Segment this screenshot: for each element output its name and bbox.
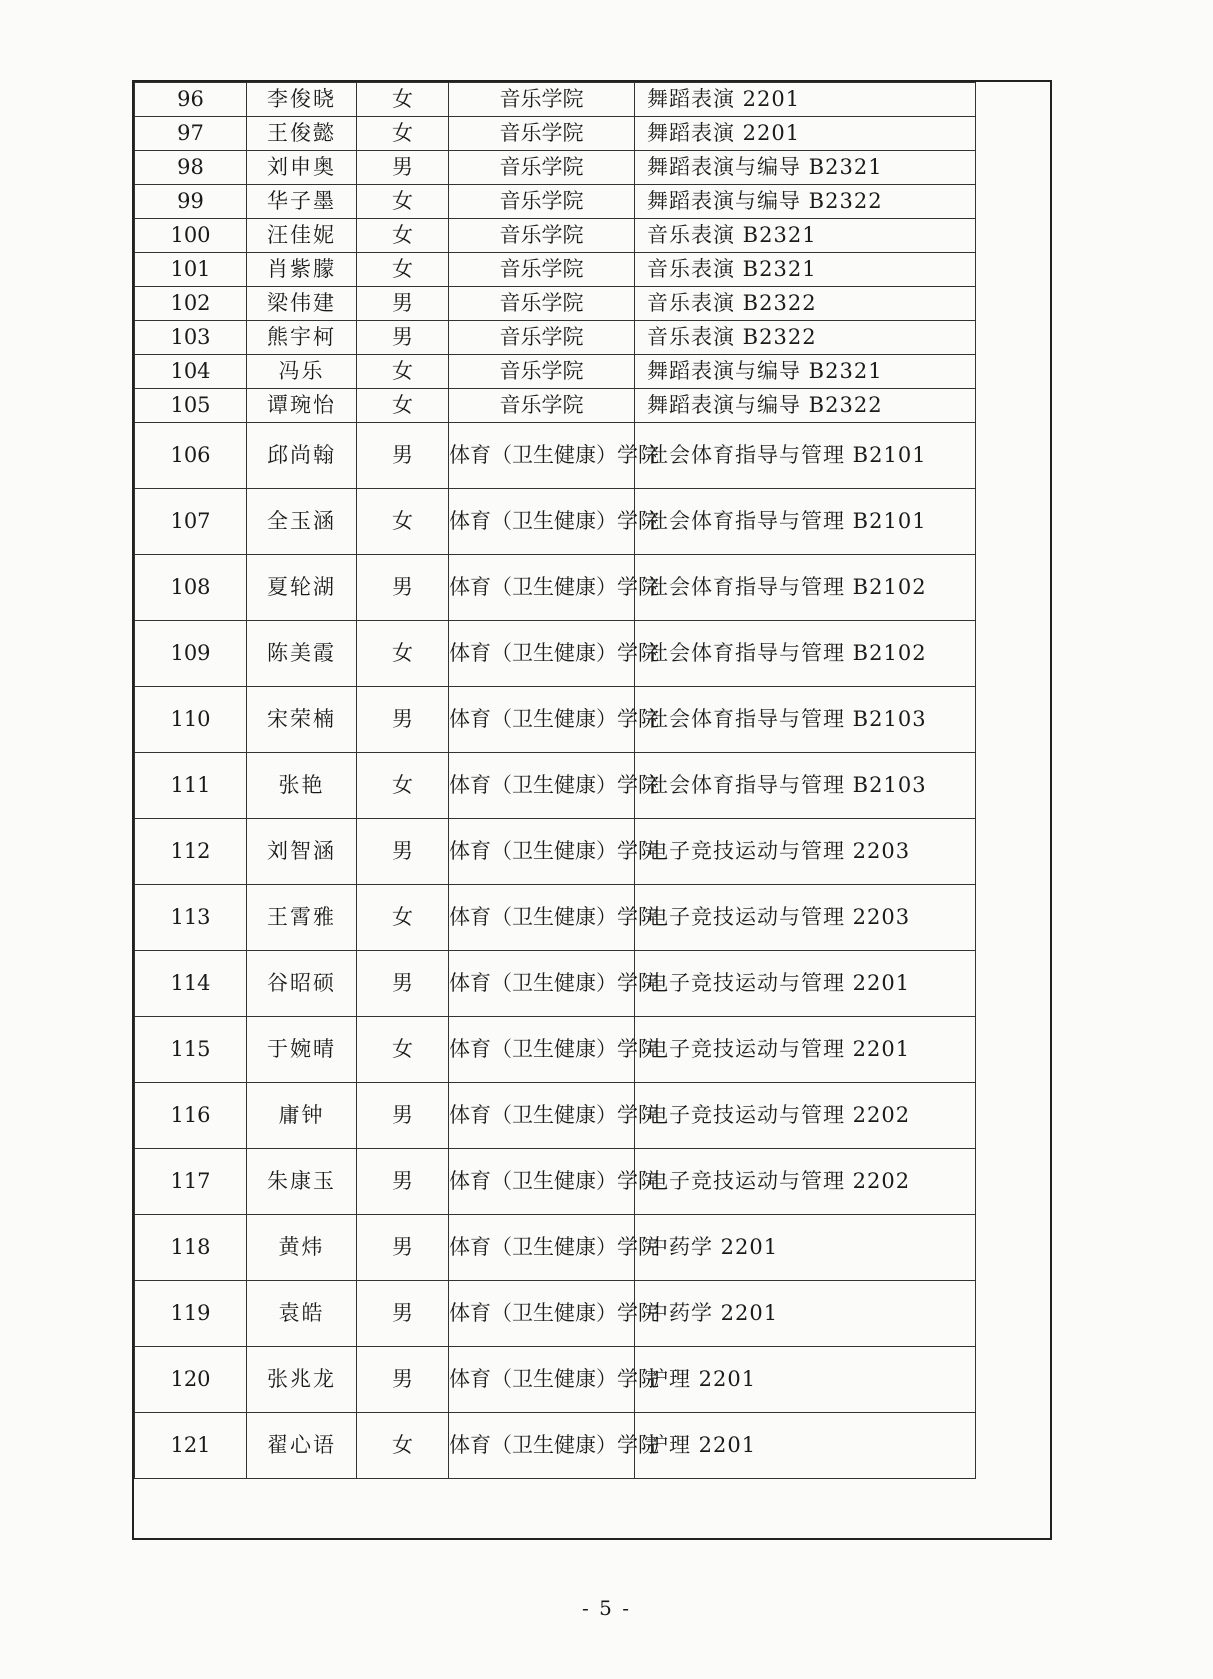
college-cell: 体育（卫生健康）学院 [449, 753, 635, 819]
class-cell: 护理 2201 [635, 1413, 976, 1479]
gender-cell: 男 [357, 687, 449, 753]
gender-cell: 男 [357, 1281, 449, 1347]
class-cell: 社会体育指导与管理 B2101 [635, 489, 976, 555]
table-row [135, 1215, 976, 1281]
table-row [135, 1413, 976, 1479]
row-number-cell: 113 [135, 885, 247, 951]
row-number-cell: 120 [135, 1347, 247, 1413]
roster-table-frame [132, 80, 1052, 1540]
table-row [135, 151, 976, 185]
class-cell: 中药学 2201 [635, 1281, 976, 1347]
gender-cell: 女 [357, 83, 449, 117]
row-number-cell: 103 [135, 321, 247, 355]
table-row [135, 219, 976, 253]
table-row [135, 1083, 976, 1149]
row-number-cell: 118 [135, 1215, 247, 1281]
gender-cell: 女 [357, 885, 449, 951]
table-row [135, 389, 976, 423]
class-cell: 电子竞技运动与管理 2201 [635, 1017, 976, 1083]
gender-cell: 男 [357, 1149, 449, 1215]
table-row [135, 423, 976, 489]
college-cell: 体育（卫生健康）学院 [449, 1017, 635, 1083]
gender-cell: 男 [357, 1215, 449, 1281]
name-cell: 李俊晓 [247, 83, 357, 117]
table-row [135, 185, 976, 219]
table-row [135, 621, 976, 687]
class-cell: 舞蹈表演与编导 B2321 [635, 151, 976, 185]
college-cell: 体育（卫生健康）学院 [449, 1149, 635, 1215]
gender-cell: 男 [357, 555, 449, 621]
gender-cell: 男 [357, 1083, 449, 1149]
gender-cell: 女 [357, 185, 449, 219]
name-cell: 宋荣楠 [247, 687, 357, 753]
row-number-cell: 119 [135, 1281, 247, 1347]
class-cell: 电子竞技运动与管理 2203 [635, 819, 976, 885]
row-number-cell: 110 [135, 687, 247, 753]
roster-table-body [135, 83, 976, 1479]
row-number-cell: 96 [135, 83, 247, 117]
name-cell: 汪佳妮 [247, 219, 357, 253]
table-row [135, 1347, 976, 1413]
college-cell: 音乐学院 [449, 321, 635, 355]
name-cell: 朱康玉 [247, 1149, 357, 1215]
table-row [135, 753, 976, 819]
row-number-cell: 114 [135, 951, 247, 1017]
name-cell: 庸钟 [247, 1083, 357, 1149]
class-cell: 社会体育指导与管理 B2102 [635, 555, 976, 621]
class-cell: 音乐表演 B2322 [635, 321, 976, 355]
row-number-cell: 101 [135, 253, 247, 287]
college-cell: 体育（卫生健康）学院 [449, 951, 635, 1017]
class-cell: 社会体育指导与管理 B2103 [635, 753, 976, 819]
class-cell: 社会体育指导与管理 B2103 [635, 687, 976, 753]
name-cell: 刘申奥 [247, 151, 357, 185]
row-number-cell: 98 [135, 151, 247, 185]
gender-cell: 女 [357, 1413, 449, 1479]
row-number-cell: 97 [135, 117, 247, 151]
table-row [135, 819, 976, 885]
table-row [135, 951, 976, 1017]
class-cell: 电子竞技运动与管理 2202 [635, 1083, 976, 1149]
college-cell: 音乐学院 [449, 83, 635, 117]
table-row [135, 83, 976, 117]
row-number-cell: 105 [135, 389, 247, 423]
gender-cell: 女 [357, 1017, 449, 1083]
college-cell: 体育（卫生健康）学院 [449, 1347, 635, 1413]
name-cell: 谷昭硕 [247, 951, 357, 1017]
class-cell: 舞蹈表演 2201 [635, 117, 976, 151]
row-number-cell: 116 [135, 1083, 247, 1149]
gender-cell: 男 [357, 151, 449, 185]
class-cell: 音乐表演 B2322 [635, 287, 976, 321]
college-cell: 体育（卫生健康）学院 [449, 1083, 635, 1149]
gender-cell: 女 [357, 753, 449, 819]
name-cell: 张兆龙 [247, 1347, 357, 1413]
row-number-cell: 109 [135, 621, 247, 687]
college-cell: 音乐学院 [449, 219, 635, 253]
row-number-cell: 100 [135, 219, 247, 253]
row-number-cell: 104 [135, 355, 247, 389]
table-row [135, 555, 976, 621]
college-cell: 体育（卫生健康）学院 [449, 885, 635, 951]
table-row [135, 117, 976, 151]
college-cell: 体育（卫生健康）学院 [449, 1413, 635, 1479]
class-cell: 护理 2201 [635, 1347, 976, 1413]
college-cell: 音乐学院 [449, 117, 635, 151]
name-cell: 邱尚翰 [247, 423, 357, 489]
college-cell: 体育（卫生健康）学院 [449, 1281, 635, 1347]
table-row [135, 1281, 976, 1347]
gender-cell: 男 [357, 423, 449, 489]
college-cell: 音乐学院 [449, 253, 635, 287]
college-cell: 体育（卫生健康）学院 [449, 621, 635, 687]
name-cell: 刘智涵 [247, 819, 357, 885]
name-cell: 于婉晴 [247, 1017, 357, 1083]
class-cell: 中药学 2201 [635, 1215, 976, 1281]
table-row [135, 1017, 976, 1083]
row-number-cell: 99 [135, 185, 247, 219]
class-cell: 舞蹈表演与编导 B2322 [635, 389, 976, 423]
college-cell: 体育（卫生健康）学院 [449, 819, 635, 885]
class-cell: 舞蹈表演与编导 B2321 [635, 355, 976, 389]
row-number-cell: 112 [135, 819, 247, 885]
table-row [135, 321, 976, 355]
roster-table [134, 82, 976, 1479]
row-number-cell: 108 [135, 555, 247, 621]
college-cell: 体育（卫生健康）学院 [449, 489, 635, 555]
college-cell: 音乐学院 [449, 151, 635, 185]
college-cell: 音乐学院 [449, 287, 635, 321]
name-cell: 黄炜 [247, 1215, 357, 1281]
name-cell: 夏轮湖 [247, 555, 357, 621]
gender-cell: 男 [357, 819, 449, 885]
row-number-cell: 111 [135, 753, 247, 819]
table-row [135, 489, 976, 555]
college-cell: 音乐学院 [449, 185, 635, 219]
name-cell: 王霄雅 [247, 885, 357, 951]
name-cell: 华子墨 [247, 185, 357, 219]
gender-cell: 女 [357, 253, 449, 287]
name-cell: 肖紫朦 [247, 253, 357, 287]
gender-cell: 女 [357, 117, 449, 151]
gender-cell: 女 [357, 621, 449, 687]
name-cell: 袁皓 [247, 1281, 357, 1347]
name-cell: 熊宇柯 [247, 321, 357, 355]
class-cell: 音乐表演 B2321 [635, 253, 976, 287]
table-row [135, 287, 976, 321]
table-row [135, 885, 976, 951]
gender-cell: 女 [357, 355, 449, 389]
row-number-cell: 115 [135, 1017, 247, 1083]
name-cell: 王俊懿 [247, 117, 357, 151]
table-row [135, 687, 976, 753]
college-cell: 音乐学院 [449, 355, 635, 389]
row-number-cell: 117 [135, 1149, 247, 1215]
table-row [135, 253, 976, 287]
class-cell: 舞蹈表演 2201 [635, 83, 976, 117]
class-cell: 电子竞技运动与管理 2203 [635, 885, 976, 951]
gender-cell: 男 [357, 287, 449, 321]
gender-cell: 女 [357, 489, 449, 555]
class-cell: 电子竞技运动与管理 2201 [635, 951, 976, 1017]
class-cell: 社会体育指导与管理 B2101 [635, 423, 976, 489]
name-cell: 谭琬怡 [247, 389, 357, 423]
gender-cell: 女 [357, 219, 449, 253]
name-cell: 张艳 [247, 753, 357, 819]
college-cell: 体育（卫生健康）学院 [449, 1215, 635, 1281]
gender-cell: 男 [357, 321, 449, 355]
name-cell: 翟心语 [247, 1413, 357, 1479]
row-number-cell: 106 [135, 423, 247, 489]
row-number-cell: 107 [135, 489, 247, 555]
name-cell: 全玉涵 [247, 489, 357, 555]
college-cell: 体育（卫生健康）学院 [449, 423, 635, 489]
gender-cell: 男 [357, 951, 449, 1017]
class-cell: 舞蹈表演与编导 B2322 [635, 185, 976, 219]
class-cell: 音乐表演 B2321 [635, 219, 976, 253]
class-cell: 电子竞技运动与管理 2202 [635, 1149, 976, 1215]
table-row [135, 355, 976, 389]
name-cell: 冯乐 [247, 355, 357, 389]
gender-cell: 男 [357, 1347, 449, 1413]
row-number-cell: 121 [135, 1413, 247, 1479]
college-cell: 体育（卫生健康）学院 [449, 555, 635, 621]
name-cell: 梁伟建 [247, 287, 357, 321]
class-cell: 社会体育指导与管理 B2102 [635, 621, 976, 687]
college-cell: 音乐学院 [449, 389, 635, 423]
gender-cell: 女 [357, 389, 449, 423]
college-cell: 体育（卫生健康）学院 [449, 687, 635, 753]
table-row [135, 1149, 976, 1215]
page-number: - 5 - [582, 1596, 631, 1620]
name-cell: 陈美霞 [247, 621, 357, 687]
row-number-cell: 102 [135, 287, 247, 321]
